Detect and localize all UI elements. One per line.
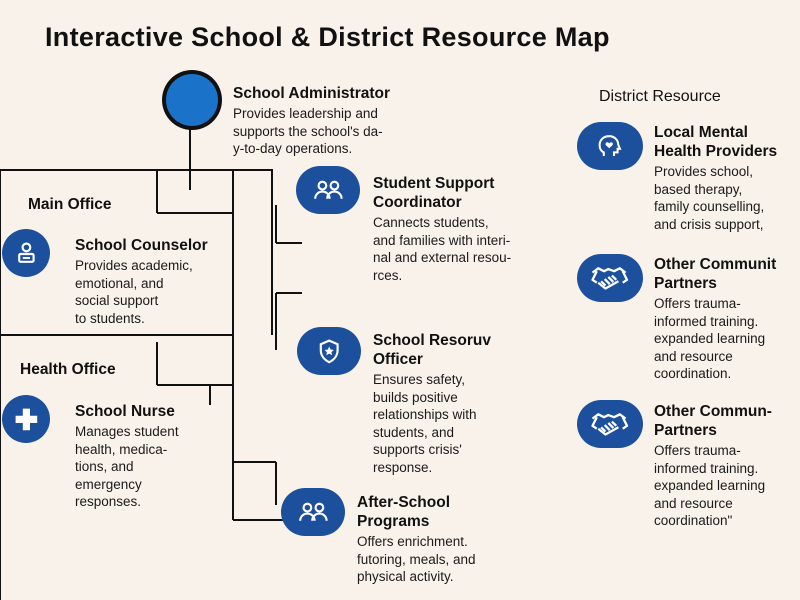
community-partners-info-2	[654, 402, 800, 530]
nurse-desc: Manages student health, medica- tions, and emergency responses.	[75, 424, 179, 510]
support-coordinator-info	[373, 174, 563, 284]
counselor-marker[interactable]	[2, 229, 50, 277]
nurse-name: School Nurse	[75, 403, 175, 420]
police-badge-icon	[310, 337, 348, 366]
administrator-name: School Administrator	[233, 85, 391, 102]
after-school-desc: Offers enrichment. futoring, meals, and physical activity.	[357, 534, 476, 585]
after-school-marker[interactable]	[281, 488, 345, 536]
community-partners-marker-1[interactable]	[577, 254, 643, 302]
community-partners-desc-1: Offers trauma- informed training. expanded learning and resource coordination.	[654, 296, 766, 382]
counselor-info	[75, 236, 235, 327]
mental-health-marker[interactable]	[577, 122, 643, 170]
counselor-desc: Provides academic, emotional, and social support to students.	[75, 258, 193, 326]
people-icon	[291, 498, 336, 527]
administrator-desc: Provides leadership and supports the school's da- y-to-day operations.	[233, 106, 383, 157]
nurse-marker[interactable]	[2, 395, 50, 443]
mental-health-name: Local Mental Health Providers	[654, 124, 778, 160]
nurse-info	[75, 402, 235, 511]
community-partners-desc-2: Offers trauma- informed training. expanded learning and resource coordination"	[654, 443, 766, 529]
people-icon	[306, 176, 351, 205]
community-partners-name-1: Other Communit Partners	[654, 256, 777, 292]
counselor-name: School Counselor	[75, 237, 208, 254]
after-school-name: After-School Programs	[357, 494, 450, 530]
community-partners-marker-2[interactable]	[577, 400, 643, 448]
counselor-icon	[12, 239, 41, 268]
resource-officer-desc: Ensures safety, builds positive relationships with students, and supports crisis' response.	[373, 372, 477, 475]
page-title: Interactive School & District Resource Map	[45, 22, 610, 52]
resource-officer-marker[interactable]	[297, 327, 361, 375]
administrator-marker[interactable]	[162, 70, 222, 130]
community-partners-info-1	[654, 255, 800, 383]
mental-health-info	[654, 123, 800, 233]
support-coordinator-name: Student Support Coordinator	[373, 175, 495, 211]
handshake-icon	[586, 410, 634, 439]
support-coordinator-desc: Cannects students, and families with interi- nal and external resou- rces.	[373, 215, 512, 283]
after-school-info	[357, 493, 532, 586]
location-dot-icon	[166, 74, 218, 126]
support-coordinator-marker[interactable]	[296, 166, 360, 214]
district-resource-label: District Resource	[599, 88, 721, 105]
main-office-label: Main Office	[28, 196, 112, 213]
community-partners-name-2: Other Commun- Partners	[654, 403, 772, 439]
mental-health-desc: Provides school, based therapy, family counselling, and crisis support,	[654, 164, 765, 232]
resource-officer-name: School Resoruv Officer	[373, 332, 491, 368]
administrator-info	[233, 84, 463, 158]
health-office-label: Health Office	[20, 361, 116, 378]
handshake-icon	[586, 264, 634, 293]
medical-cross-icon	[12, 405, 41, 434]
brain-heart-icon	[590, 132, 630, 161]
resource-officer-info	[373, 331, 548, 477]
